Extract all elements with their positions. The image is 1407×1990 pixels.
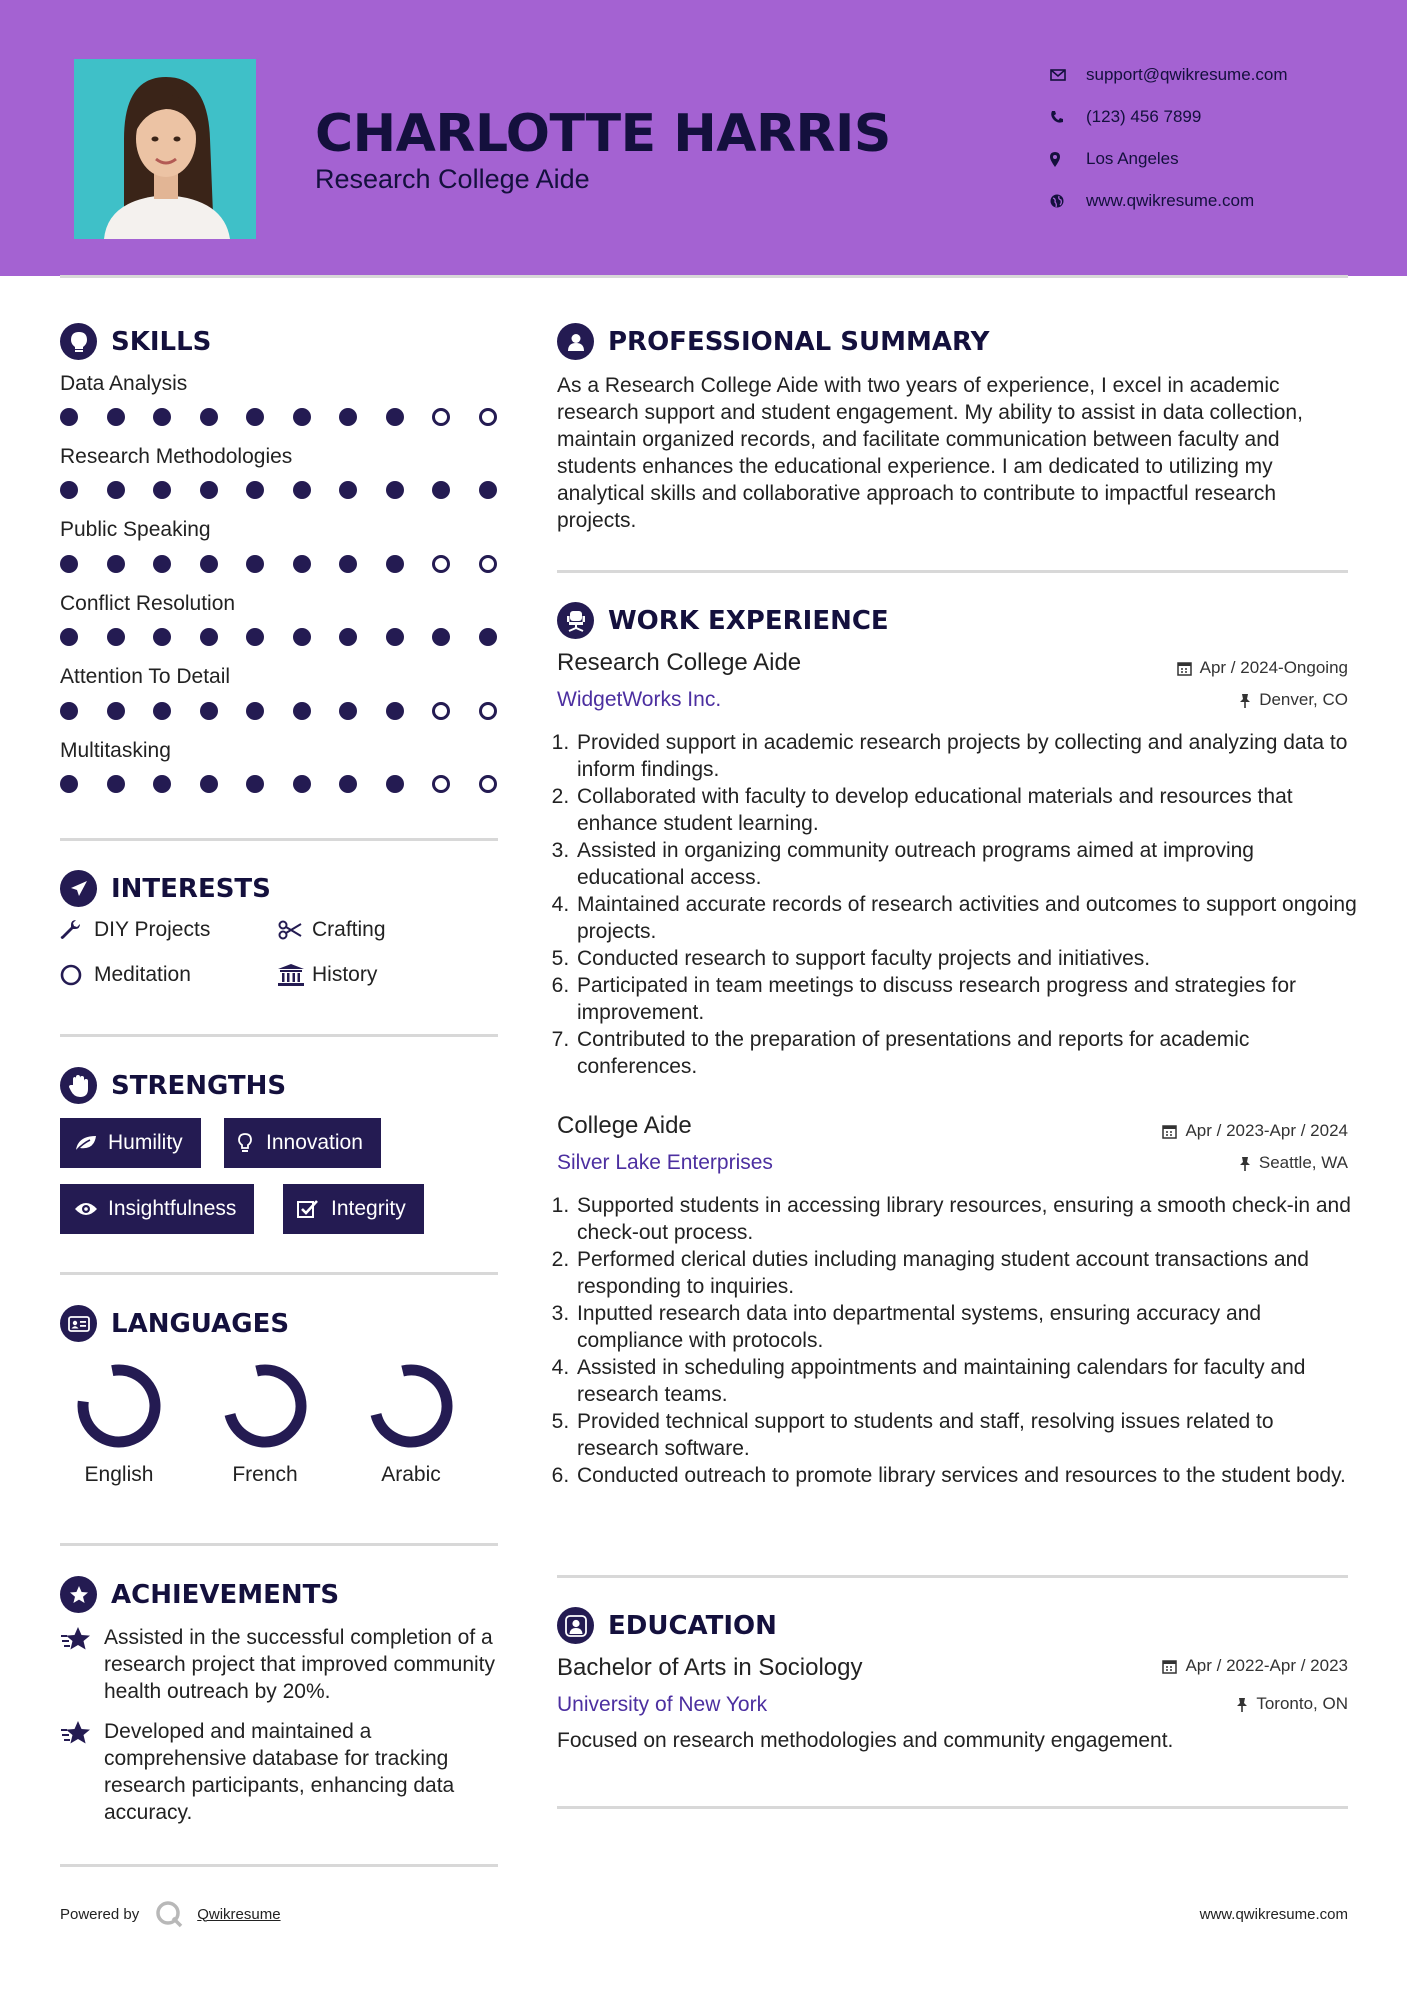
rating-dot-filled [107,408,125,426]
rating-dot-filled [107,628,125,646]
job-location: Seattle, WA [1239,1153,1348,1173]
language-label: Arabic [381,1463,441,1486]
calendar-icon [1162,1124,1177,1139]
skill-rating-conflict-resolution [60,628,525,646]
rating-dot-empty [432,775,450,793]
strength-badge: Innovation [224,1118,381,1168]
eye-icon [74,1201,108,1217]
contact-website[interactable]: www.qwikresume.com [1050,180,1288,222]
divider [557,1806,1348,1809]
rating-dot-filled [432,481,450,499]
rating-dot-filled [339,702,357,720]
divider [60,1272,498,1275]
rating-dot-filled [432,628,450,646]
rating-dot-filled [60,555,78,573]
language-proficiency-ring [73,1360,165,1452]
rating-dot-filled [153,775,171,793]
strength-badge: Humility [60,1118,201,1168]
rating-dot-filled [293,702,311,720]
rating-dot-filled [200,702,218,720]
wrench-icon [60,919,94,941]
powered-by-label: Powered by [60,1905,140,1923]
pushpin-icon [1239,1156,1251,1171]
divider [60,1864,498,1867]
rating-dot-filled [200,555,218,573]
duty-item: 1. Supported students in accessing library resources, ensuring a smooth check-in and check-out process. [575,1192,1357,1246]
interest-item: Meditation [60,963,191,987]
job-location: Denver, CO [1239,690,1348,710]
skill-rating-attention-to-detail [60,702,525,720]
rating-dot-filled [107,775,125,793]
experience-heading: WORK EXPERIENCE [557,602,889,639]
achievements-heading: ACHIEVEMENTS [60,1576,339,1613]
rating-dot-empty [432,408,450,426]
achievement-item: Developed and maintained a comprehensive database for tracking research participants, enhancing data accuracy. [60,1718,500,1826]
strengths-heading: STRENGTHS [60,1067,286,1104]
rating-dot-filled [339,481,357,499]
star-badge-icon [60,1576,97,1613]
rating-dot-filled [153,555,171,573]
proficiency-arc [230,1370,301,1442]
job-company: WidgetWorks Inc. [557,688,722,711]
candidate-title: Research College Aide [315,164,590,194]
rating-dot-filled [200,408,218,426]
job-duties-list [557,1192,1357,1489]
footer-branding [60,1900,281,1928]
skill-rating-research-methodologies [60,481,525,499]
job-dates: Apr / 2023-Apr / 2024 [1162,1121,1348,1141]
rating-dot-filled [107,481,125,499]
rating-dot-filled [293,408,311,426]
star-icon [60,1624,104,1705]
interests-heading: INTERESTS [60,870,271,907]
office-chair-icon [557,602,594,639]
museum-icon [278,964,312,986]
rating-dot-filled [107,702,125,720]
language-label: French [232,1463,298,1486]
summary-text: As a Research College Aide with two years of experience, I excel in academic research support and student engagement. My ability to assist in data collection, maintain organized records, and facilitate communication between faculty and students enhances the educational experience. I am dedicated to utilizing my analytical skills and collaborative approach to contribute to impactful research projects. [557,374,1303,532]
strength-badge: Integrity [283,1184,424,1234]
interest-item: Crafting [278,918,386,942]
rating-dot-empty [432,702,450,720]
rating-dot-filled [200,481,218,499]
education-dates: Apr / 2022-Apr / 2023 [1162,1656,1348,1676]
duty-item: 3. Assisted in organizing community outreach programs aimed at improving educational access. [575,837,1357,891]
language-item [361,1360,461,1487]
rating-dot-filled [479,481,497,499]
rating-dot-filled [339,775,357,793]
rating-dot-filled [60,702,78,720]
duty-item: 4. Assisted in scheduling appointments and maintaining calendars for faculty and research teams. [575,1354,1357,1408]
raised-hand-icon [60,1067,97,1104]
education-school: University of New York [557,1693,768,1716]
location-pin-icon [1050,152,1086,167]
job-role: College Aide [557,1112,692,1139]
rating-dot-filled [153,408,171,426]
rating-dot-filled [386,555,404,573]
duty-item: 3. Inputted research data into departmental systems, ensuring accuracy and compliance with protocols. [575,1300,1357,1354]
footer-website[interactable]: www.qwikresume.com [1199,1906,1348,1923]
skill-name: Attention To Detail [60,665,231,688]
profile-photo [74,59,256,239]
rating-dot-empty [479,775,497,793]
education-description: Focused on research methodologies and community engagement. [557,1729,1174,1752]
skill-name: Research Methodologies [60,445,293,468]
candidate-name: CHARLOTTE HARRIS [315,104,891,164]
rating-dot-filled [339,628,357,646]
duty-item: 7. Contributed to the preparation of presentations and reports for academic conferences. [575,1026,1357,1080]
divider [60,1543,498,1546]
rating-dot-filled [60,628,78,646]
duty-item: 5. Provided technical support to students and staff, resolving issues related to research software. [575,1408,1357,1462]
skill-rating-multitasking [60,775,525,793]
interest-item: History [278,963,377,987]
calendar-icon [1177,661,1192,676]
rating-dot-filled [293,775,311,793]
star-icon [60,1718,104,1826]
skills-heading: SKILLS [60,323,211,360]
proficiency-arc [83,1370,155,1442]
education-location: Toronto, ON [1236,1694,1348,1714]
rating-dot-filled [246,481,264,499]
duty-item: 2. Collaborated with faculty to develop educational materials and resources that enhance student learning. [575,783,1357,837]
language-proficiency-ring [219,1360,311,1452]
rating-dot-filled [386,408,404,426]
checkbox-icon [297,1199,331,1219]
strength-badge: Insightfulness [60,1184,254,1234]
contact-location: Los Angeles [1050,138,1288,180]
divider [60,275,1348,278]
skill-rating-public-speaking [60,555,525,573]
rating-dot-filled [246,408,264,426]
leaf-icon [74,1134,108,1152]
pushpin-icon [1236,1697,1248,1712]
graduate-icon [557,1607,594,1644]
rating-dot-filled [200,628,218,646]
skill-rating-data-analysis [60,408,525,426]
duty-item: 4. Maintained accurate records of research activities and outcomes to support ongoing projects. [575,891,1357,945]
calendar-icon [1162,1659,1177,1674]
skill-name: Conflict Resolution [60,592,236,615]
language-proficiency-ring [365,1360,457,1452]
rating-dot-filled [153,628,171,646]
duty-item: 5. Conducted research to support faculty projects and initiatives. [575,945,1357,972]
rating-dot-filled [200,775,218,793]
language-item [215,1360,315,1487]
qwikresume-logo-icon [155,1900,183,1928]
contact-list [1050,54,1288,222]
contact-email[interactable]: support@qwikresume.com [1050,54,1288,96]
rating-dot-filled [246,775,264,793]
language-label: English [84,1463,154,1486]
rating-dot-filled [386,481,404,499]
job-dates: Apr / 2024-Ongoing [1177,658,1348,678]
job-company: Silver Lake Enterprises [557,1151,773,1174]
duty-item: 6. Conducted outreach to promote library services and resources to the student body. [575,1462,1357,1489]
duty-item: 1. Provided support in academic research projects by collecting and analyzing data to inform findings. [575,729,1357,783]
divider [557,1575,1348,1578]
proficiency-arc [376,1370,447,1442]
rating-dot-filled [60,408,78,426]
id-card-icon [60,1305,97,1342]
rating-dot-filled [246,628,264,646]
rating-dot-filled [479,628,497,646]
achievement-item: Assisted in the successful completion of a research project that improved community health outreach by 20%. [60,1624,500,1705]
resume-header [0,0,1407,276]
globe-icon [1050,194,1086,208]
contact-phone[interactable]: (123) 456 7899 [1050,96,1288,138]
rating-dot-empty [432,555,450,573]
scissors-icon [278,920,312,940]
phone-icon [1050,110,1086,124]
rating-dot-empty [479,555,497,573]
rating-dot-empty [479,408,497,426]
lightbulb-icon [60,323,97,360]
duty-item: 2. Performed clerical duties including managing student account transactions and responding to inquiries. [575,1246,1357,1300]
summary-heading: PROFESSIONAL SUMMARY [557,323,989,360]
rating-dot-filled [60,775,78,793]
rating-dot-filled [293,628,311,646]
rating-dot-filled [153,702,171,720]
divider [60,838,498,841]
language-item [69,1360,169,1487]
job-duties-list [557,729,1357,1080]
rating-dot-filled [107,555,125,573]
paper-plane-icon [60,870,97,907]
rating-dot-filled [246,555,264,573]
education-degree: Bachelor of Arts in Sociology [557,1654,863,1681]
skill-name: Multitasking [60,739,171,762]
rating-dot-filled [293,555,311,573]
rating-dot-filled [386,628,404,646]
duty-item: 6. Participated in team meetings to discuss research progress and strategies for improvement. [575,972,1357,1026]
envelope-icon [1050,69,1086,81]
skill-name: Data Analysis [60,372,188,395]
rating-dot-empty [479,702,497,720]
divider [557,570,1348,573]
skill-name: Public Speaking [60,518,211,541]
qwikresume-link[interactable]: Qwikresume [197,1905,281,1923]
job-role: Research College Aide [557,649,802,676]
rating-dot-filled [339,555,357,573]
rating-dot-filled [386,775,404,793]
interest-item: DIY Projects [60,918,210,942]
education-heading: EDUCATION [557,1607,777,1644]
rating-dot-filled [246,702,264,720]
user-icon [557,323,594,360]
rating-dot-filled [60,481,78,499]
rating-dot-filled [339,408,357,426]
circle-icon [60,964,94,986]
pushpin-icon [1239,693,1251,708]
rating-dot-filled [386,702,404,720]
rating-dot-filled [153,481,171,499]
lightbulb-icon [238,1133,266,1153]
divider [60,1034,498,1037]
languages-heading: LANGUAGES [60,1305,289,1342]
rating-dot-filled [293,481,311,499]
